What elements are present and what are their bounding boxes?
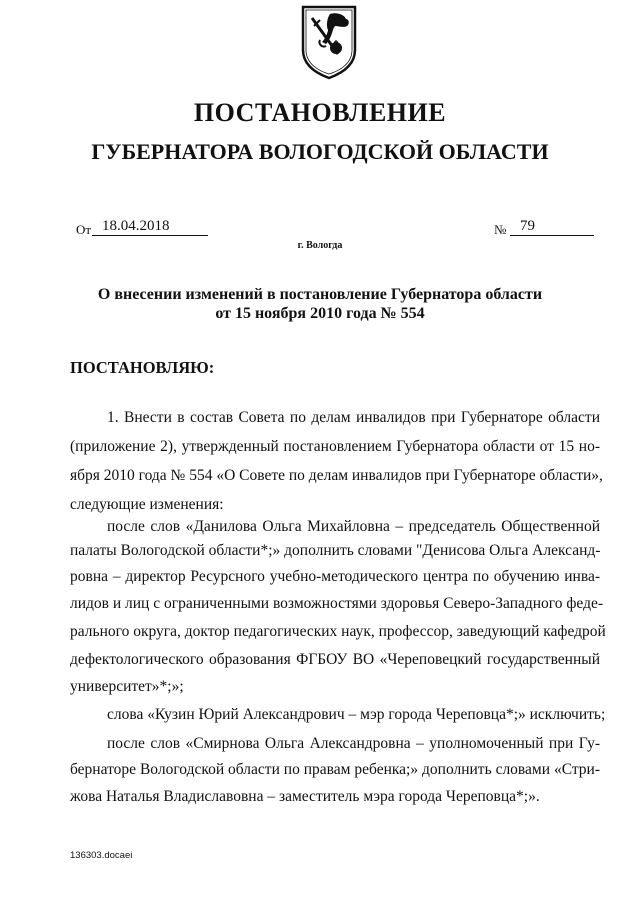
body-line: палаты Вологодской области*;» дополнить словами "Денисова Ольга Александ- [70, 542, 601, 559]
body-line: дефектологического образования ФГБОУ ВО «Череповецкий государственный [70, 651, 600, 668]
body-line: 1. Внести в состав Совета по делам инвалидов при Губернаторе области [107, 409, 600, 426]
body-line: (приложение 2), утвержденный постановлением Губернатора области от 15 но- [70, 438, 600, 455]
coat-of-arms-emblem [300, 4, 358, 80]
body-line: жова Наталья Владиславовна – заместитель мэра города Череповца*;». [70, 788, 540, 805]
document-title: ПОСТАНОВЛЕНИЕ [193, 98, 447, 127]
body-line: университет»*;»; [70, 678, 184, 695]
body-line: после слов «Данилова Ольга Михайловна – председатель Общественной [107, 518, 600, 535]
body-line: следующие изменения: [70, 496, 224, 513]
body-line: рального округа, доктор педагогических наук, профессор, заведующий кафедрой [70, 623, 606, 640]
decree-heading: ПОСТАНОВЛЯЮ: [70, 358, 215, 377]
body-line: ровна – директор Ресурсного учебно-методического центра по обучению инва- [70, 568, 600, 585]
body-line: слова «Кузин Юрий Александрович – мэр города Череповца*;» исключить; [107, 706, 606, 723]
body-line: лидов и лиц с ограниченными возможностями здоровья Северо-Западного феде- [70, 595, 604, 612]
document-number: 79 [510, 218, 594, 236]
body-line: ября 2010 года № 554 «О Совете по делам инвалидов при Губернаторе области», [70, 467, 603, 484]
document-subject [0, 285, 640, 323]
file-name-footer: 136303.docaei [70, 850, 133, 861]
body-line: бернаторе Вологодской области по правам ребенка;» дополнить словами «Стри- [70, 761, 600, 778]
document-date: 18.04.2018 [92, 218, 208, 236]
subject-line: О внесении изменений в постановление Губернатора области [97, 286, 543, 303]
date-prefix: От [76, 222, 92, 237]
issuer-title: ГУБЕРНАТОРА ВОЛОГОДСКОЙ ОБЛАСТИ [91, 139, 549, 164]
city-label: г. Вологда [297, 240, 343, 251]
number-prefix: № [494, 222, 507, 237]
body-line: после слов «Смирнова Ольга Александровна – уполномоченный при Гу- [107, 735, 600, 752]
subject-line: от 15 ноября 2010 года № 554 [215, 305, 425, 322]
